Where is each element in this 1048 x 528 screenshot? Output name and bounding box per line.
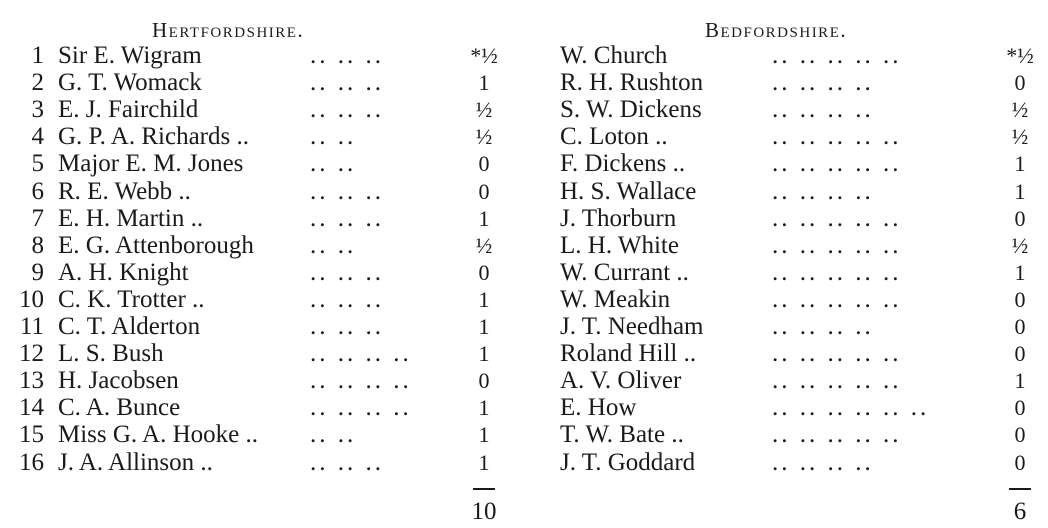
player-number: 3: [31, 96, 44, 124]
leader-dots: .. .. ..: [310, 258, 384, 286]
player-number: 7: [31, 204, 44, 232]
player-name: A. H. Knight: [58, 258, 189, 286]
leader-dots: .. .. .. .. ..: [772, 231, 902, 259]
leader-dots: .. ..: [310, 123, 357, 151]
right-total-rule: [1009, 488, 1031, 490]
player-number: 9: [31, 258, 44, 286]
left-total: 10: [471, 498, 497, 525]
player-name: E. J. Fairchild: [58, 96, 199, 124]
player-name: E. How: [560, 394, 637, 422]
right-player-row: [0, 286, 1048, 313]
player-number: 6: [31, 177, 44, 205]
player-score: ½: [475, 124, 493, 150]
player-number: 2: [31, 69, 44, 97]
player-score: 0: [478, 151, 490, 177]
player-score: 0: [478, 178, 490, 204]
right-total: 6: [1013, 498, 1027, 525]
leader-dots: .. .. .. .. ..: [772, 367, 902, 395]
right-player-row: [0, 232, 1048, 259]
player-name: W. Meakin: [560, 285, 671, 313]
leader-dots: .. .. .. ..: [310, 367, 412, 395]
player-score: 0: [1014, 395, 1026, 421]
player-name: G. P. A. Richards ..: [58, 123, 249, 151]
player-score: 1: [478, 395, 490, 421]
player-score: 0: [1014, 70, 1026, 96]
right-player-row: [0, 69, 1048, 96]
right-player-row: [0, 367, 1048, 394]
leader-dots: .. .. ..: [310, 96, 384, 124]
leader-dots: .. ..: [310, 231, 357, 259]
player-name: Major E. M. Jones: [58, 150, 244, 178]
player-number: 1: [31, 42, 44, 69]
player-name: Roland Hill ..: [560, 340, 697, 368]
player-name: W. Currant ..: [560, 258, 689, 286]
player-number: 8: [31, 231, 44, 259]
player-score: 0: [1014, 341, 1026, 367]
player-score: 0: [1014, 422, 1026, 448]
leader-dots: .. .. .. .. ..: [772, 421, 902, 449]
player-name: C. K. Trotter ..: [58, 285, 205, 313]
player-name: G. T. Womack: [58, 69, 202, 97]
player-score: ½: [475, 97, 493, 123]
player-score: 0: [478, 259, 490, 285]
player-score: 1: [478, 341, 490, 367]
player-score: 0: [1014, 205, 1026, 231]
leader-dots: .. .. .. ..: [772, 96, 874, 124]
leader-dots: .. .. ..: [310, 42, 384, 69]
player-name: C. Loton ..: [560, 123, 668, 151]
player-score: 1: [1014, 259, 1026, 285]
right-player-row: [0, 259, 1048, 286]
player-score: *½: [470, 43, 498, 68]
leader-dots: .. .. .. .. .. ..: [772, 394, 930, 422]
leader-dots: .. .. ..: [310, 313, 384, 340]
player-name: R. E. Webb ..: [58, 177, 191, 205]
player-name: F. Dickens ..: [560, 150, 686, 178]
player-name: Miss G. A. Hooke ..: [58, 421, 259, 449]
leader-dots: .. .. .. ..: [772, 313, 874, 340]
right-player-row: [0, 313, 1048, 340]
player-score: ½: [1011, 124, 1029, 150]
left-total-rule: [473, 488, 495, 490]
player-name: C. A. Bunce: [58, 394, 181, 422]
right-player-row: [0, 42, 1048, 69]
player-score: 1: [478, 422, 490, 448]
player-score: ½: [1011, 97, 1029, 123]
leader-dots: .. .. .. .. ..: [772, 258, 902, 286]
leader-dots: .. .. .. .. ..: [772, 340, 902, 368]
player-score: 1: [1014, 178, 1026, 204]
leader-dots: .. .. .. ..: [772, 177, 874, 205]
leader-dots: .. .. .. .. ..: [772, 204, 902, 232]
player-name: A. V. Oliver: [560, 367, 682, 395]
player-name: L. S. Bush: [58, 340, 164, 368]
player-number: 12: [19, 340, 44, 368]
leader-dots: .. .. ..: [310, 204, 384, 232]
player-score: 0: [1014, 286, 1026, 312]
player-name: H. Jacobsen: [58, 367, 179, 395]
player-number: 14: [19, 394, 44, 422]
leader-dots: .. .. .. ..: [772, 448, 874, 476]
player-number: 16: [19, 448, 44, 476]
player-score: 1: [1014, 368, 1026, 394]
leader-dots: .. .. ..: [310, 448, 384, 476]
right-player-row: [0, 340, 1048, 367]
player-name: E. H. Martin ..: [58, 204, 204, 232]
player-name: W. Church: [560, 42, 668, 69]
player-name: C. T. Alderton: [58, 313, 201, 340]
player-number: 4: [31, 123, 44, 151]
player-score: 0: [1014, 449, 1026, 475]
player-number: 15: [19, 421, 44, 449]
leader-dots: .. .. ..: [310, 285, 384, 313]
team-heading-hertfordshire: Hertfordshire.: [152, 18, 305, 42]
player-name: J. A. Allinson ..: [58, 448, 213, 476]
leader-dots: .. ..: [310, 421, 357, 449]
player-score: ½: [1011, 232, 1029, 258]
player-name: T. W. Bate ..: [560, 421, 684, 449]
player-name: E. G. Attenborough: [58, 231, 254, 259]
player-name: S. W. Dickens: [560, 96, 702, 124]
player-score: 1: [478, 205, 490, 231]
player-score: ½: [475, 232, 493, 258]
player-score: 0: [1014, 314, 1026, 339]
leader-dots: .. .. ..: [310, 177, 384, 205]
leader-dots: .. .. .. .. ..: [772, 285, 902, 313]
player-score: 1: [478, 70, 490, 96]
player-score: 1: [1014, 151, 1026, 177]
player-score: 1: [478, 314, 490, 339]
player-score: *½: [1006, 43, 1034, 68]
player-score: 0: [478, 368, 490, 394]
leader-dots: .. .. .. ..: [772, 69, 874, 97]
right-player-row: [0, 205, 1048, 232]
right-player-row: [0, 150, 1048, 177]
team-heading-bedfordshire: Bedfordshire.: [705, 18, 848, 42]
player-name: J. Thorburn: [560, 204, 677, 232]
right-player-row: [0, 96, 1048, 123]
player-score: 1: [478, 286, 490, 312]
leader-dots: .. .. .. .. ..: [772, 123, 902, 151]
player-number: 11: [19, 313, 44, 340]
player-name: J. T. Goddard: [560, 448, 696, 476]
right-player-row: [0, 449, 1048, 476]
player-number: 13: [19, 367, 44, 395]
player-name: L. H. White: [560, 231, 679, 259]
right-player-row: [0, 394, 1048, 421]
player-score: 1: [478, 449, 490, 475]
player-name: R. H. Rushton: [560, 69, 704, 97]
leader-dots: .. .. .. .. ..: [772, 42, 902, 69]
player-number: 5: [31, 150, 44, 178]
player-name: Sir E. Wigram: [58, 42, 202, 69]
player-name: H. S. Wallace: [560, 177, 697, 205]
leader-dots: .. .. ..: [310, 69, 384, 97]
player-number: 10: [19, 285, 44, 313]
leader-dots: .. .. .. ..: [310, 340, 412, 368]
right-player-row: [0, 178, 1048, 205]
right-player-row: [0, 123, 1048, 150]
right-player-row: [0, 421, 1048, 448]
player-name: J. T. Needham: [560, 313, 704, 340]
leader-dots: .. .. .. ..: [310, 394, 412, 422]
leader-dots: .. ..: [310, 150, 357, 178]
leader-dots: .. .. .. .. ..: [772, 150, 902, 178]
